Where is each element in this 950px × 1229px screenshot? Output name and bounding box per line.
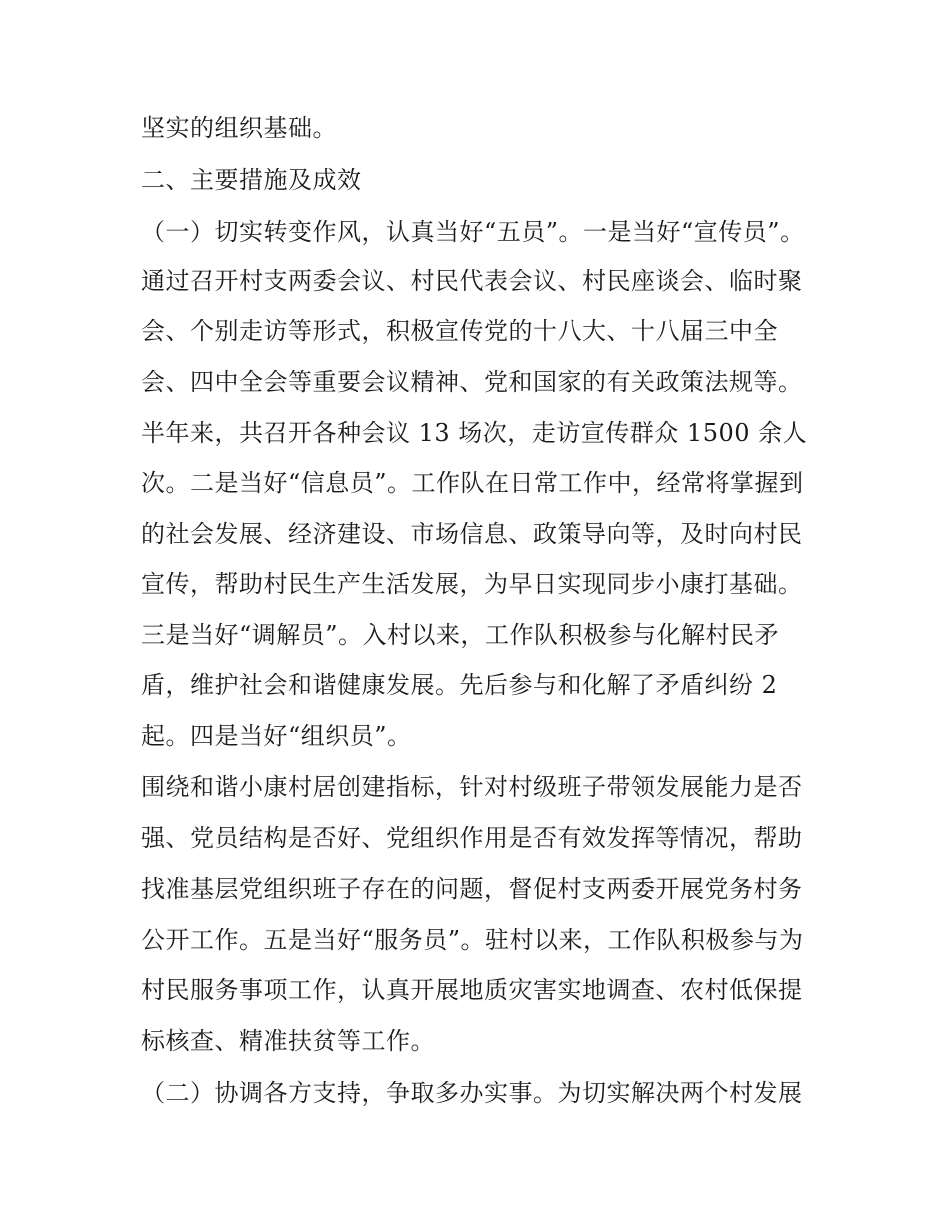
text-line: 标核查、精准扶贫等工作。 [141, 1027, 435, 1055]
text-line: 围绕和谐小康村居创建指标，针对村级班子带领发展能力是否 [141, 773, 803, 801]
text-line: 强、党员结构是否好、党组织作用是否有效发挥等情况，帮助 [141, 824, 803, 852]
text-line: 找准基层党组织班子存在的问题，督促村支两委开展党务村务 [141, 875, 803, 903]
text-line: 三是当好“调解员”。入村以来，工作队积极参与化解村民矛 [141, 621, 780, 649]
text-line: （一）切实转变作风，认真当好“五员”。一是当好“宣传员”。 [141, 218, 805, 246]
text-line: 坚实的组织基础。 [141, 114, 337, 142]
text-line: 会、个别走访等形式，积极宣传党的十八大、十八届三中全 [141, 317, 778, 345]
text-line: 半年来，共召开各种会议 13 场次，走访宣传群众 1500 余人 [141, 419, 808, 447]
text-line: 村民服务事项工作，认真开展地质灾害实地调查、农村低保提 [141, 976, 803, 1004]
text-line: 会、四中全会等重要会议精神、党和国家的有关政策法规等。 [141, 368, 803, 396]
text-line: 通过召开村支两委会议、村民代表会议、村民座谈会、临时聚 [141, 267, 803, 295]
text-line: （二）协调各方支持，争取多办实事。为切实解决两个村发展 [141, 1079, 803, 1107]
text-line: 的社会发展、经济建设、市场信息、政策导向等，及时向村民 [141, 520, 803, 548]
text-line: 宣传，帮助村民生产生活发展，为早日实现同步小康打基础。 [141, 570, 803, 598]
text-line: 公开工作。五是当好“服务员”。驻村以来，工作队积极参与为 [141, 926, 804, 954]
text-line: 次。二是当好“信息员”。工作队在日常工作中，经常将掌握到 [141, 469, 804, 497]
text-line: 起。四是当好“组织员”。 [141, 722, 412, 750]
text-line: 盾，维护社会和谐健康发展。先后参与和化解了矛盾纠纷 2 [141, 671, 778, 699]
section-heading: 二、主要措施及成效 [141, 166, 362, 194]
